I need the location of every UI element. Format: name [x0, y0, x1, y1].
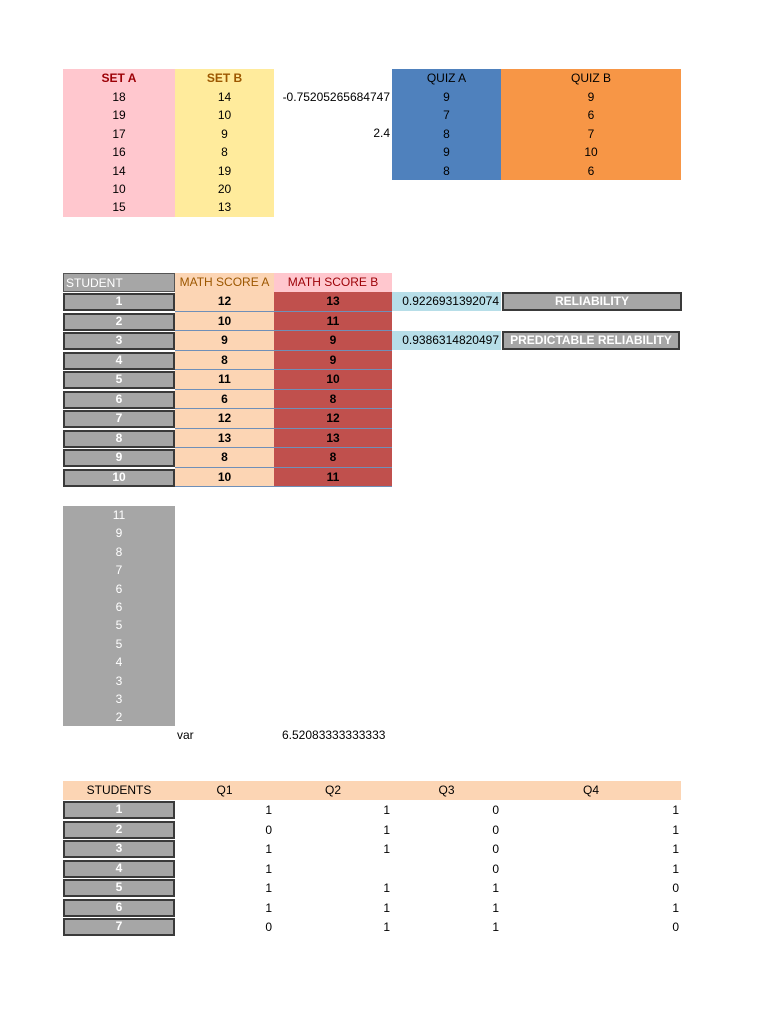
question-q1-cell[interactable]: 1	[265, 900, 272, 915]
set-a-cell[interactable]: 14	[112, 163, 126, 178]
question-q2-cell[interactable]: 1	[383, 822, 390, 837]
student-number[interactable]: 1	[63, 293, 175, 311]
var-value[interactable]: 6.52083333333333	[282, 728, 386, 742]
quiz-b-header[interactable]: QUIZ B	[570, 71, 611, 85]
questions-header-students[interactable]: STUDENTS	[86, 783, 152, 797]
correlation-value[interactable]: -0.75205265684747	[282, 90, 390, 104]
question-q3-cell[interactable]: 1	[492, 900, 499, 915]
question-q4-cell[interactable]: 1	[672, 861, 679, 876]
variance-cell[interactable]: 8	[115, 544, 123, 559]
question-q1-cell[interactable]: 1	[265, 881, 272, 895]
question-q3-cell[interactable]: 0	[492, 822, 499, 837]
student-number[interactable]: 4	[63, 352, 175, 370]
question-q4-cell[interactable]: 0	[672, 920, 679, 934]
quiz-a-cell[interactable]: 7	[443, 108, 450, 123]
question-q4-cell[interactable]: 1	[672, 822, 679, 837]
set-a-cell[interactable]: 17	[112, 126, 126, 141]
question-q1-cell[interactable]: 1	[265, 803, 272, 817]
questions-header-q1[interactable]: Q1	[216, 783, 233, 797]
students-number[interactable]: 1	[63, 801, 175, 819]
set-a-header[interactable]: SET A	[101, 71, 137, 85]
quiz-a-header[interactable]: QUIZ A	[426, 71, 467, 85]
set-b-cell[interactable]: 20	[217, 182, 232, 196]
math-score-b-cell[interactable]: 9	[274, 351, 392, 371]
question-q3-cell[interactable]: 0	[492, 861, 499, 876]
student-number[interactable]: 3	[63, 332, 175, 350]
question-q4-cell[interactable]: 1	[672, 842, 679, 856]
students-number[interactable]: 5	[63, 879, 175, 897]
students-number[interactable]: 6	[63, 899, 175, 917]
quiz-b-cell[interactable]: 6	[587, 108, 595, 123]
variance-cell[interactable]: 3	[115, 692, 123, 706]
var-label[interactable]: var	[177, 728, 194, 742]
set-b-cell[interactable]: 9	[221, 126, 228, 141]
math-score-b-cell[interactable]: 13	[274, 429, 392, 449]
question-q3-cell[interactable]: 0	[492, 842, 499, 856]
students-number[interactable]: 7	[63, 918, 175, 936]
math-score-b-cell[interactable]: 8	[274, 390, 392, 410]
math-score-a-cell[interactable]: 8	[175, 448, 274, 468]
math-score-a-cell[interactable]: 9	[175, 331, 274, 351]
student-number[interactable]: 10	[63, 469, 175, 487]
student-header[interactable]: STUDENT	[63, 273, 175, 292]
question-q4-cell[interactable]: 1	[672, 803, 679, 817]
set-b-cell[interactable]: 19	[217, 163, 232, 178]
math-score-b-header[interactable]: MATH SCORE B	[274, 273, 392, 292]
variance-cell[interactable]: 9	[115, 526, 123, 541]
set-b-cell[interactable]: 13	[217, 200, 232, 215]
math-score-a-cell[interactable]: 13	[175, 429, 274, 449]
variance-cell[interactable]: 5	[115, 618, 123, 633]
set-a-cell[interactable]: 16	[112, 145, 126, 160]
question-q2-cell[interactable]: 1	[383, 842, 390, 856]
variance-cell[interactable]: 3	[115, 673, 123, 688]
student-number[interactable]: 8	[63, 430, 175, 448]
question-q2-cell[interactable]: 1	[383, 803, 390, 817]
math-score-b-cell[interactable]: 12	[274, 409, 392, 429]
students-number[interactable]: 4	[63, 860, 175, 878]
set-b-cell[interactable]: 8	[221, 145, 228, 160]
questions-header-q3[interactable]: Q3	[438, 783, 455, 797]
quiz-a-cell[interactable]: 8	[443, 126, 450, 141]
student-number[interactable]: 7	[63, 410, 175, 428]
question-q2-cell[interactable]: 1	[383, 900, 390, 915]
quiz-b-cell[interactable]: 10	[584, 145, 598, 160]
predictable-reliability-label[interactable]: PREDICTABLE RELIABILITY	[502, 331, 680, 350]
set-a-cell[interactable]: 10	[112, 182, 126, 196]
reliability-label[interactable]: RELIABILITY	[502, 292, 682, 311]
question-q1-cell[interactable]: 1	[265, 842, 272, 856]
students-number[interactable]: 2	[63, 821, 175, 839]
variance-cell[interactable]: 11	[112, 508, 126, 522]
math-score-a-cell[interactable]: 11	[175, 370, 274, 390]
math-score-b-cell[interactable]: 11	[274, 312, 392, 332]
t-value[interactable]: 2.4	[373, 126, 390, 140]
math-score-a-cell[interactable]: 10	[175, 312, 274, 332]
math-score-a-cell[interactable]: 10	[175, 468, 274, 488]
variance-cell[interactable]: 5	[115, 636, 123, 651]
quiz-b-cell[interactable]: 6	[587, 163, 595, 178]
quiz-a-cell[interactable]: 8	[443, 163, 450, 178]
questions-header-q2[interactable]: Q2	[324, 783, 341, 797]
set-b-cell[interactable]: 14	[217, 90, 232, 104]
question-q2-cell[interactable]	[274, 860, 392, 879]
set-b-header[interactable]: SET B	[206, 71, 243, 85]
math-score-a-cell[interactable]: 12	[175, 409, 274, 429]
student-number[interactable]: 2	[63, 313, 175, 331]
question-q3-cell[interactable]: 1	[492, 881, 499, 895]
math-score-a-cell[interactable]: 6	[175, 390, 274, 410]
math-score-b-cell[interactable]: 13	[274, 292, 392, 312]
variance-cell[interactable]: 2	[115, 710, 123, 725]
math-score-b-cell[interactable]: 10	[274, 370, 392, 390]
set-b-cell[interactable]: 10	[217, 108, 232, 123]
question-q1-cell[interactable]: 1	[265, 861, 272, 876]
student-number[interactable]: 6	[63, 391, 175, 409]
quiz-b-cell[interactable]: 7	[587, 126, 595, 141]
quiz-a-cell[interactable]: 9	[443, 145, 450, 160]
set-a-cell[interactable]: 15	[112, 200, 126, 215]
question-q4-cell[interactable]: 0	[672, 881, 679, 895]
math-score-b-cell[interactable]: 11	[274, 468, 392, 488]
students-number[interactable]: 3	[63, 840, 175, 858]
math-score-b-cell[interactable]: 8	[274, 448, 392, 468]
set-a-cell[interactable]: 18	[112, 90, 126, 104]
reliability-value[interactable]: 0.9226931392074	[392, 292, 501, 311]
variance-cell[interactable]: 6	[115, 600, 123, 614]
predictable-reliability-value[interactable]: 0.9386314820497	[392, 331, 501, 350]
questions-header-q4[interactable]: Q4	[582, 783, 599, 797]
question-q1-cell[interactable]: 0	[265, 822, 272, 837]
question-q3-cell[interactable]: 0	[492, 803, 499, 817]
variance-cell[interactable]: 6	[115, 581, 123, 596]
math-score-a-cell[interactable]: 8	[175, 351, 274, 371]
quiz-b-cell[interactable]: 9	[587, 90, 595, 104]
student-number[interactable]: 9	[63, 449, 175, 467]
question-q1-cell[interactable]: 0	[265, 920, 272, 934]
variance-cell[interactable]: 4	[115, 655, 123, 670]
math-score-b-cell[interactable]: 9	[274, 331, 392, 351]
student-number[interactable]: 5	[63, 371, 175, 389]
math-score-a-header[interactable]: MATH SCORE A	[175, 273, 274, 292]
question-q3-cell[interactable]: 1	[492, 920, 499, 934]
question-q2-cell[interactable]: 1	[383, 881, 390, 895]
question-q4-cell[interactable]: 1	[672, 900, 679, 915]
math-score-a-cell[interactable]: 12	[175, 292, 274, 312]
question-q2-cell[interactable]: 1	[383, 920, 390, 934]
set-a-cell[interactable]: 19	[112, 108, 126, 123]
quiz-a-cell[interactable]: 9	[443, 90, 450, 104]
variance-cell[interactable]: 7	[115, 563, 123, 578]
